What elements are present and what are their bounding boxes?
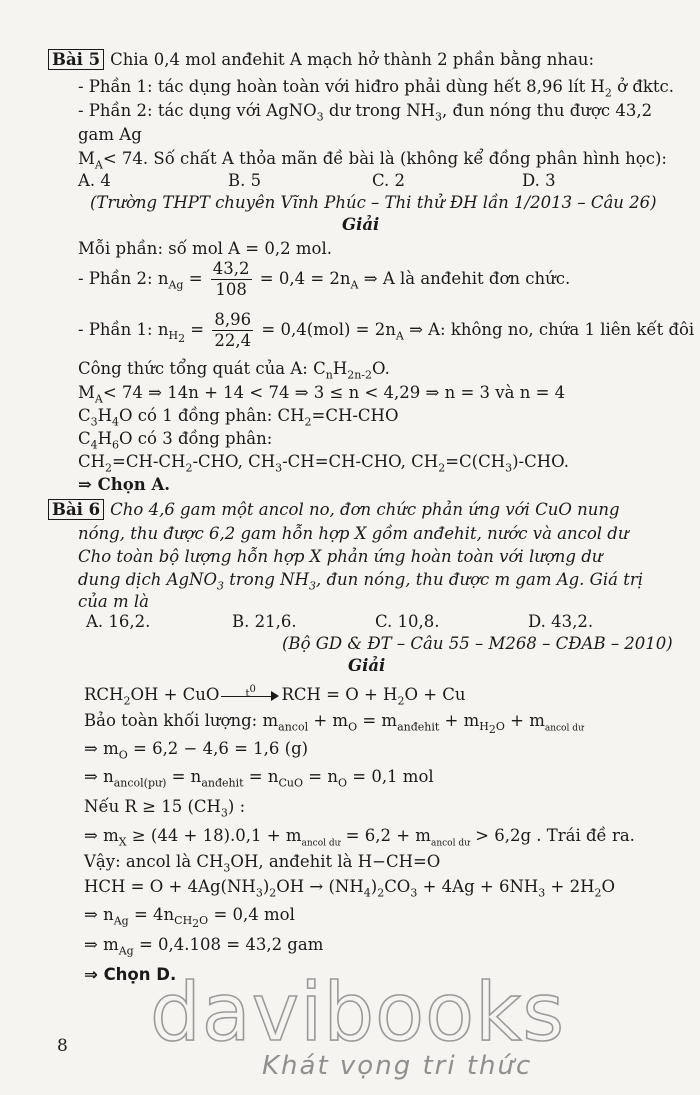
solution-6-line-10 — [84, 934, 323, 962]
t: Bảo toàn khối lượng: m — [84, 711, 279, 730]
option-b: B. 21,6. — [232, 612, 297, 631]
t: O có 3 đồng phân: — [119, 429, 273, 448]
problem-6-text: Cho 4,6 gam một ancol no, đơn chức phản ứng với CuO nung — [110, 500, 620, 519]
problem-5-label: Bài 5 — [48, 49, 104, 70]
problem-5-solution-title: Giải — [342, 215, 380, 234]
problem-6-line-2: nóng, thu được 6,2 gam hỗn hợp X gồm anđehit, nước và ancol dư — [78, 524, 629, 543]
t: ancol — [278, 720, 309, 734]
t: 2 — [604, 86, 612, 100]
t: 3 — [538, 886, 546, 900]
t: < 74 ⇒ 14n + 14 < 74 ⇒ 3 ≤ n < 4,29 ⇒ n = 3 và n = 4 — [102, 383, 566, 402]
t: ⇒ A là anđehit đơn chức. — [358, 269, 571, 288]
watermark-slogan: Khát vọng tri thức — [262, 1051, 533, 1081]
t: > 6,2g . Trái đề ra. — [469, 826, 635, 845]
t: 3 — [410, 886, 418, 900]
t: = — [183, 269, 208, 288]
t: = — [185, 320, 210, 339]
t: 4 — [363, 886, 371, 900]
t: HCH = O + 4Ag(NH — [84, 877, 256, 896]
t: H — [97, 429, 113, 448]
t: ancol(pư) — [113, 776, 167, 790]
t: ⇒ A: không no, chứa 1 liên kết đôi — [403, 320, 695, 339]
denominator: 108 — [215, 280, 247, 299]
t: + m — [308, 711, 349, 730]
t: , đun nóng, thu được m gam Ag. Giá trị — [316, 570, 644, 589]
numerator: 43,2 — [212, 259, 250, 278]
t: + m — [439, 711, 480, 730]
t: M — [78, 383, 95, 402]
t: + 2H — [545, 877, 595, 896]
t: 2 — [105, 461, 113, 475]
t: 2n-2 — [347, 368, 373, 382]
t: = 4n — [128, 905, 175, 924]
t: CH — [174, 914, 193, 928]
numerator: 8,96 — [214, 310, 252, 329]
problem-6-line-5: của m là — [78, 592, 149, 611]
solution-6-line-6 — [84, 825, 635, 854]
t: O + Cu — [404, 685, 466, 704]
t: =CH-CH — [112, 452, 186, 471]
t: CO — [384, 877, 411, 896]
problem-6-line-1 — [48, 499, 620, 521]
t: t — [245, 687, 250, 699]
t: RCH — [84, 685, 124, 704]
t: dung dịch AgNO — [78, 570, 218, 589]
t: Ag — [118, 944, 134, 958]
t: 3 — [275, 461, 283, 475]
t: 3 — [90, 415, 98, 429]
t: H — [168, 329, 179, 343]
t: 2 — [123, 694, 131, 708]
t: = 0,4 = 2n — [254, 269, 351, 288]
solution-5-line-1: Mỗi phần: số mol A = 0,2 mol. — [78, 239, 332, 258]
t: A — [94, 158, 103, 172]
t: 3 — [220, 806, 228, 820]
t: , đun nóng thu được 43,2 — [442, 101, 653, 120]
problem-5-text: Chia 0,4 mol anđehit A mạch hở thành 2 phần bằng nhau: — [110, 50, 595, 69]
solution-6-line-5 — [84, 796, 245, 824]
t: OH + CuO — [130, 685, 220, 704]
t: O — [118, 748, 128, 762]
t: = 6,2 + m — [340, 826, 431, 845]
t: CH — [78, 452, 106, 471]
t: 2 — [269, 886, 277, 900]
arrow-shaft — [221, 696, 273, 697]
t: 2 — [304, 415, 312, 429]
t: O — [601, 877, 616, 896]
t: OH, anđehit là H−CH=O — [230, 852, 441, 871]
option-d: D. 3 — [522, 171, 556, 190]
watermark-brand: davibooks — [150, 966, 566, 1059]
t: anđehit — [397, 720, 440, 734]
t: 2 — [178, 332, 186, 346]
t: 3 — [505, 461, 513, 475]
t: = 0,1 mol — [347, 767, 434, 786]
problem-5-source: (Trường THPT chuyên Vĩnh Phúc – Thi thử ĐH lần 1/2013 – Câu 26) — [90, 193, 657, 212]
t: -CH=CH-CHO, CH — [282, 452, 439, 471]
t: A — [94, 392, 103, 406]
t: -CHO, CH — [192, 452, 276, 471]
t: RCH = O + H — [281, 685, 398, 704]
t: 2 — [488, 723, 496, 737]
t: ) : — [227, 797, 246, 816]
option-b: B. 5 — [228, 171, 262, 190]
t: A — [395, 329, 404, 343]
t: 3 — [217, 579, 225, 593]
t: ⇒ m — [84, 739, 119, 758]
t: ancol dư — [430, 838, 470, 849]
t: = 0,4.108 = 43,2 gam — [133, 935, 324, 954]
t: H — [332, 359, 348, 378]
heat-label — [245, 679, 255, 705]
t: 3 — [309, 579, 316, 593]
problem-6-label: Bài 6 — [48, 499, 104, 520]
t: )-CHO. — [512, 452, 569, 471]
t: O — [495, 720, 505, 734]
t: = n — [303, 767, 338, 786]
t: A — [350, 278, 359, 292]
t: = 0,4(mol) = 2n — [256, 320, 396, 339]
t: 2 — [192, 917, 200, 931]
problem-5-answer: ⇒ Chọn A. — [78, 475, 170, 494]
t: ancol dư — [544, 723, 584, 734]
t: - Phần 1: tác dụng hoàn toàn với hiđro phải dùng hết 8,96 lít H — [78, 77, 605, 96]
t: 3 — [316, 110, 324, 124]
problem-6-answer: ⇒ Chọn D. — [84, 965, 177, 984]
problem-6-line-3: Cho toàn bộ lượng hỗn hợp X phản ứng hoàn toàn với lượng dư — [78, 547, 603, 566]
t: ≥ (44 + 18).0,1 + m — [126, 826, 302, 845]
solution-6-line-4 — [84, 766, 434, 794]
t: H — [97, 406, 113, 425]
t: ⇒ n — [84, 767, 114, 786]
t: 2 — [185, 461, 193, 475]
t: Vậy: ancol là CH — [84, 852, 224, 871]
solution-6-line-8 — [84, 876, 615, 904]
fraction — [212, 310, 253, 351]
t: < 74. Số chất A thỏa mãn đề bài là (không kể đồng phân hình học): — [102, 149, 667, 168]
t: + 4Ag + 6NH — [417, 877, 539, 896]
reaction-arrow — [221, 683, 279, 703]
solution-6-line-9 — [84, 904, 295, 935]
problem-6-line-4 — [78, 569, 643, 597]
t: = n — [243, 767, 279, 786]
t: ⇒ m — [84, 826, 119, 845]
option-d: D. 43,2. — [528, 612, 594, 631]
t: - Phần 2: n — [78, 269, 169, 288]
t — [168, 329, 186, 346]
t: M — [78, 149, 95, 168]
t: 4 — [112, 415, 120, 429]
t: O — [348, 720, 358, 734]
t: 0 — [249, 683, 256, 695]
t: = 0,4 mol — [208, 905, 295, 924]
problem-6-solution-title: Giải — [348, 656, 386, 675]
fraction — [211, 259, 252, 300]
t: ) — [262, 877, 270, 896]
t: O — [199, 914, 209, 928]
t — [479, 720, 505, 737]
page-number: 8 — [57, 1036, 68, 1056]
t: 6 — [112, 438, 120, 452]
t: ) — [370, 877, 378, 896]
option-a: A. 16,2. — [86, 612, 151, 631]
t: =C(CH — [445, 452, 506, 471]
t: ⇒ m — [84, 935, 119, 954]
t: + m — [504, 711, 545, 730]
t: 2 — [377, 886, 385, 900]
arrow-head — [271, 691, 279, 701]
t: O. — [372, 359, 390, 378]
t: X — [118, 835, 127, 849]
t: 2 — [438, 461, 446, 475]
t: 3 — [255, 886, 263, 900]
option-a: A. 4 — [78, 171, 111, 190]
t: 3 — [223, 861, 231, 875]
t: Công thức tổng quát của A: C — [78, 359, 326, 378]
t: ở đktc. — [611, 77, 674, 96]
t: CuO — [278, 776, 304, 790]
t: 2 — [397, 694, 405, 708]
t: OH → (NH — [276, 877, 364, 896]
problem-6-source: (Bộ GD & ĐT – Câu 55 – M268 – CĐAB – 2010) — [282, 634, 673, 653]
t: Ag — [113, 914, 129, 928]
solution-5-line-3 — [78, 309, 694, 360]
t: anđehit — [201, 776, 244, 790]
t: ⇒ n — [84, 905, 114, 924]
solution-6-line-1 — [84, 684, 466, 712]
t: = 6,2 − 4,6 = 1,6 (g) — [127, 739, 309, 758]
solution-5-line-2 — [78, 258, 570, 306]
solution-6-line-3 — [84, 738, 308, 766]
option-c: C. 10,8. — [375, 612, 440, 631]
t: =CH-CHO — [311, 406, 399, 425]
problem-5-line-3 — [78, 100, 652, 128]
t — [174, 914, 209, 931]
t: 4 — [90, 438, 98, 452]
t: 3 — [435, 110, 443, 124]
t: trong NH — [224, 570, 309, 589]
t: H — [479, 720, 489, 734]
t: ancol dư — [301, 838, 341, 849]
t: = n — [166, 767, 202, 786]
t: C — [78, 429, 91, 448]
t: dư trong NH — [323, 101, 436, 120]
denominator: 22,4 — [214, 331, 252, 350]
t: Ag — [168, 278, 184, 292]
problem-5-line-4: gam Ag — [78, 125, 142, 144]
t: C — [78, 406, 91, 425]
t: O có 1 đồng phân: CH — [119, 406, 305, 425]
t: - Phần 2: tác dụng với AgNO — [78, 101, 317, 120]
t: - Phần 1: n — [78, 320, 169, 339]
option-c: C. 2 — [372, 171, 406, 190]
t: n — [325, 368, 333, 382]
problem-5-line-1 — [48, 49, 594, 71]
t: Nếu R ≥ 15 (CH — [84, 797, 221, 816]
t: 2 — [594, 886, 602, 900]
t: O — [337, 776, 347, 790]
solution-6-line-2 — [84, 710, 584, 741]
t: = m — [357, 711, 398, 730]
